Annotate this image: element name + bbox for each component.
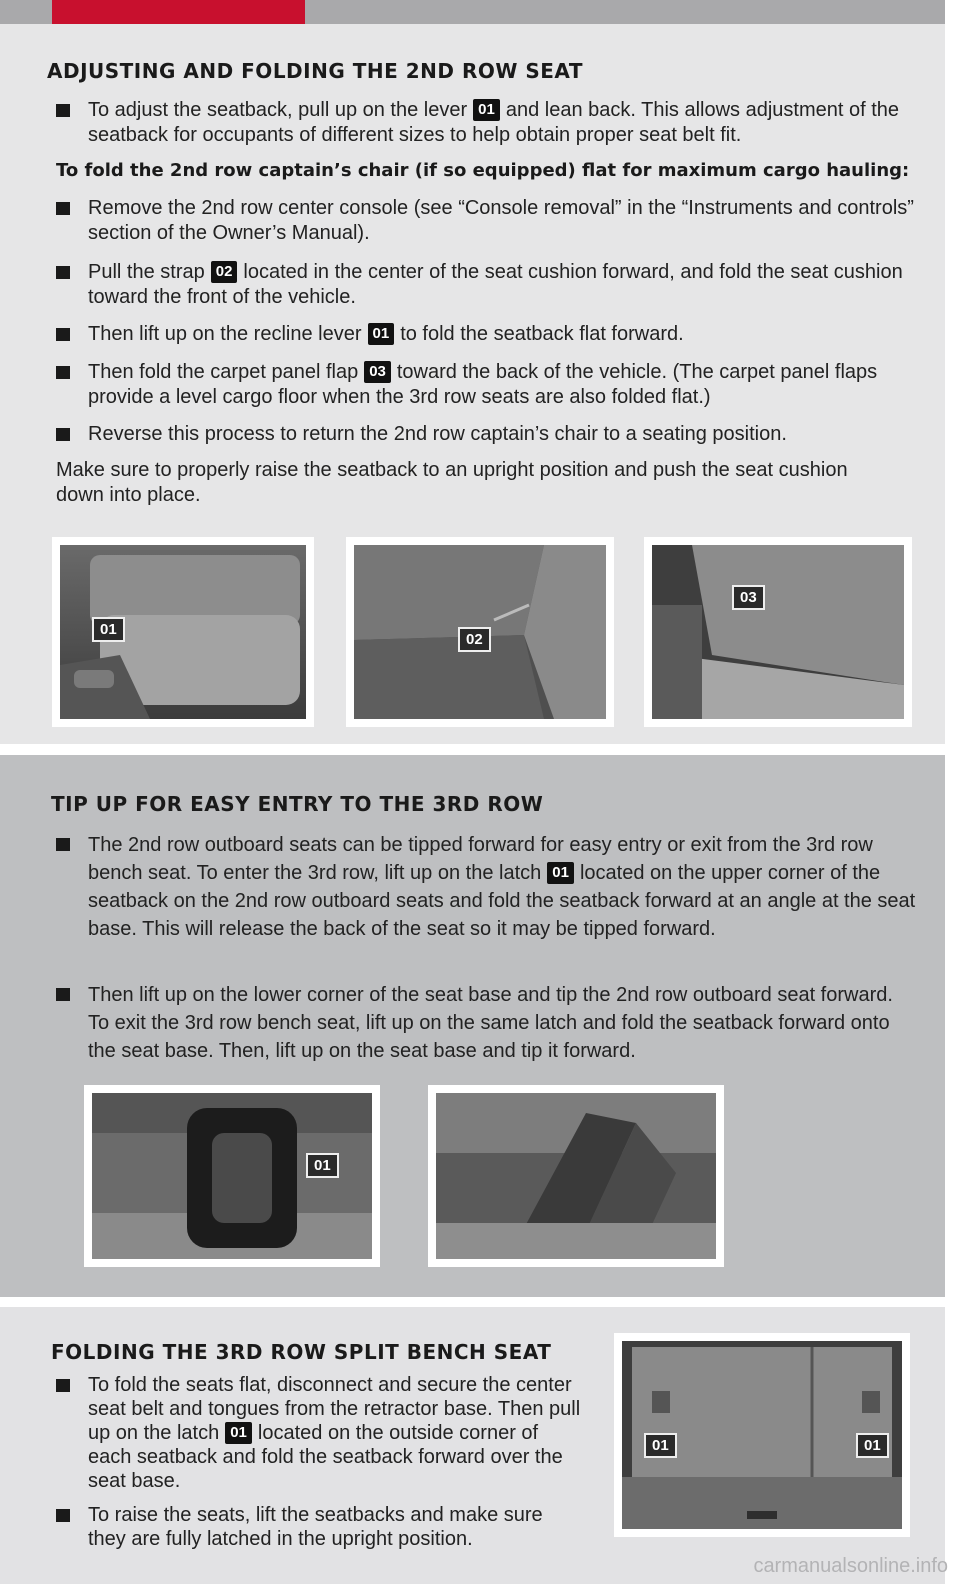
section-title: TIP UP FOR EASY ENTRY TO THE 3RD ROW <box>51 792 544 816</box>
bullet-text: To adjust the seatback, pull up on the lever <box>88 99 468 121</box>
section-title: FOLDING THE 3RD ROW SPLIT BENCH SEAT <box>51 1340 552 1364</box>
bullet-text: to fold the seatback flat forward. <box>400 323 684 345</box>
bullet-text: located in the center of the seat cushion forward, and fold the seat cushion toward the front of the vehicle. <box>88 261 903 308</box>
photo-tipped-seat <box>428 1085 724 1267</box>
bullet-square-icon <box>56 838 70 851</box>
note-paragraph: Make sure to properly raise the seatback to an upright position and push the seat cushion down into place. <box>56 459 848 506</box>
bullet-square-icon <box>56 328 70 341</box>
bullet-text: To fold the seats flat, disconnect and secure the center seat belt and tongues from the retractor base. Then pull up on the latch <box>88 1374 581 1444</box>
photo-latch <box>84 1085 380 1267</box>
section-adjusting-2nd-row <box>0 24 945 744</box>
callout-badge: 01 <box>368 323 395 345</box>
photo-carpet-flap <box>644 537 912 727</box>
bullet-text: toward the back of the vehicle. (The carpet panel flaps provide a level cargo floor when the 3rd row seats are also folded flat.) <box>88 361 878 408</box>
bullet-text: Then lift up on the recline lever <box>88 323 362 345</box>
callout-badge: 01 <box>225 1422 252 1444</box>
carpet-flap-image <box>652 545 904 719</box>
bullet-text: Remove the 2nd row center console (see “Console removal” in the “Instruments and controls” section of the Owner’s Manual). <box>88 197 914 244</box>
photo-seat-strap <box>346 537 614 727</box>
section-tip-up-entry <box>0 755 945 1297</box>
bullet-square-icon <box>56 366 70 379</box>
bullet-reverse-process <box>56 422 926 447</box>
callout-badge: 02 <box>211 261 238 283</box>
subheading: To fold the 2nd row captain’s chair (if so equipped) flat for maximum cargo hauling: <box>56 160 910 181</box>
bullet-text: located on the upper corner of the seatback on the 2nd row outboard seats and fold the seatback forward at an angle at the seat base. This will release the back of the seat so it may be tipped forward. <box>88 862 916 940</box>
bullet-square-icon <box>56 428 70 441</box>
bullet-square-icon <box>56 1509 70 1522</box>
bullet-text: Pull the strap <box>88 261 205 283</box>
bullet-square-icon <box>56 202 70 215</box>
bullet-tip-forward <box>56 831 916 943</box>
bullet-carpet-flap <box>56 360 926 410</box>
bullet-adjust-seatback <box>56 98 926 148</box>
callout-badge: 03 <box>364 361 391 383</box>
top-accent-bar <box>52 0 305 24</box>
bullet-pull-strap <box>56 260 926 310</box>
section-3rd-row-bench <box>0 1307 945 1584</box>
photo-cargo-area <box>614 1333 910 1537</box>
section-title: ADJUSTING AND FOLDING THE 2ND ROW SEAT <box>47 59 584 83</box>
callout-badge: 01 <box>473 99 500 121</box>
bullet-fold-seats <box>56 1373 586 1493</box>
photo-label: 01 <box>92 617 125 642</box>
bullet-square-icon <box>56 266 70 279</box>
photo-label: 01 <box>306 1153 339 1178</box>
photo-label: 01 <box>856 1433 889 1458</box>
bullet-square-icon <box>56 1379 70 1392</box>
photo-label: 03 <box>732 585 765 610</box>
photo-label: 02 <box>458 627 491 652</box>
bullet-square-icon <box>56 988 70 1001</box>
bullet-text: Then lift up on the lower corner of the seat base and tip the 2nd row outboard seat forward. To exit the 3rd row bench seat, lift up on the same latch and fold the seatback forward onto the seat base. Then, lift up on the seat base and tip it forward. <box>88 984 893 1062</box>
bullet-remove-console <box>56 196 926 246</box>
photo-label: 01 <box>644 1433 677 1458</box>
bullet-text: Then fold the carpet panel flap <box>88 361 359 383</box>
bullet-text: The 2nd row outboard seats can be tipped forward for easy entry or exit from the 3rd row bench seat. To enter the 3rd row, lift up on the latch <box>88 834 873 884</box>
tipped-seat-image <box>436 1093 716 1259</box>
bullet-text: To raise the seats, lift the seatbacks and make sure they are fully latched in the upright position. <box>88 1504 543 1550</box>
bullet-text: and lean back. This allows adjustment of the seatback for occupants of different sizes to help obtain proper seat belt fit. <box>88 99 900 146</box>
bullet-raise-seats <box>56 1503 586 1551</box>
callout-badge: 01 <box>547 862 574 884</box>
bullet-text: located on the outside corner of each seatback and fold the seatback forward over the seat base. <box>88 1422 563 1492</box>
photo-seat-lever <box>52 537 314 727</box>
bullet-recline-lever <box>56 322 926 347</box>
bullet-text: Reverse this process to return the 2nd row captain’s chair to a seating position. <box>88 423 787 445</box>
footer-watermark: carmanualsonline.info <box>753 1555 948 1577</box>
bullet-lift-seat-base <box>56 981 916 1065</box>
top-bar <box>0 0 945 24</box>
bullet-square-icon <box>56 104 70 117</box>
